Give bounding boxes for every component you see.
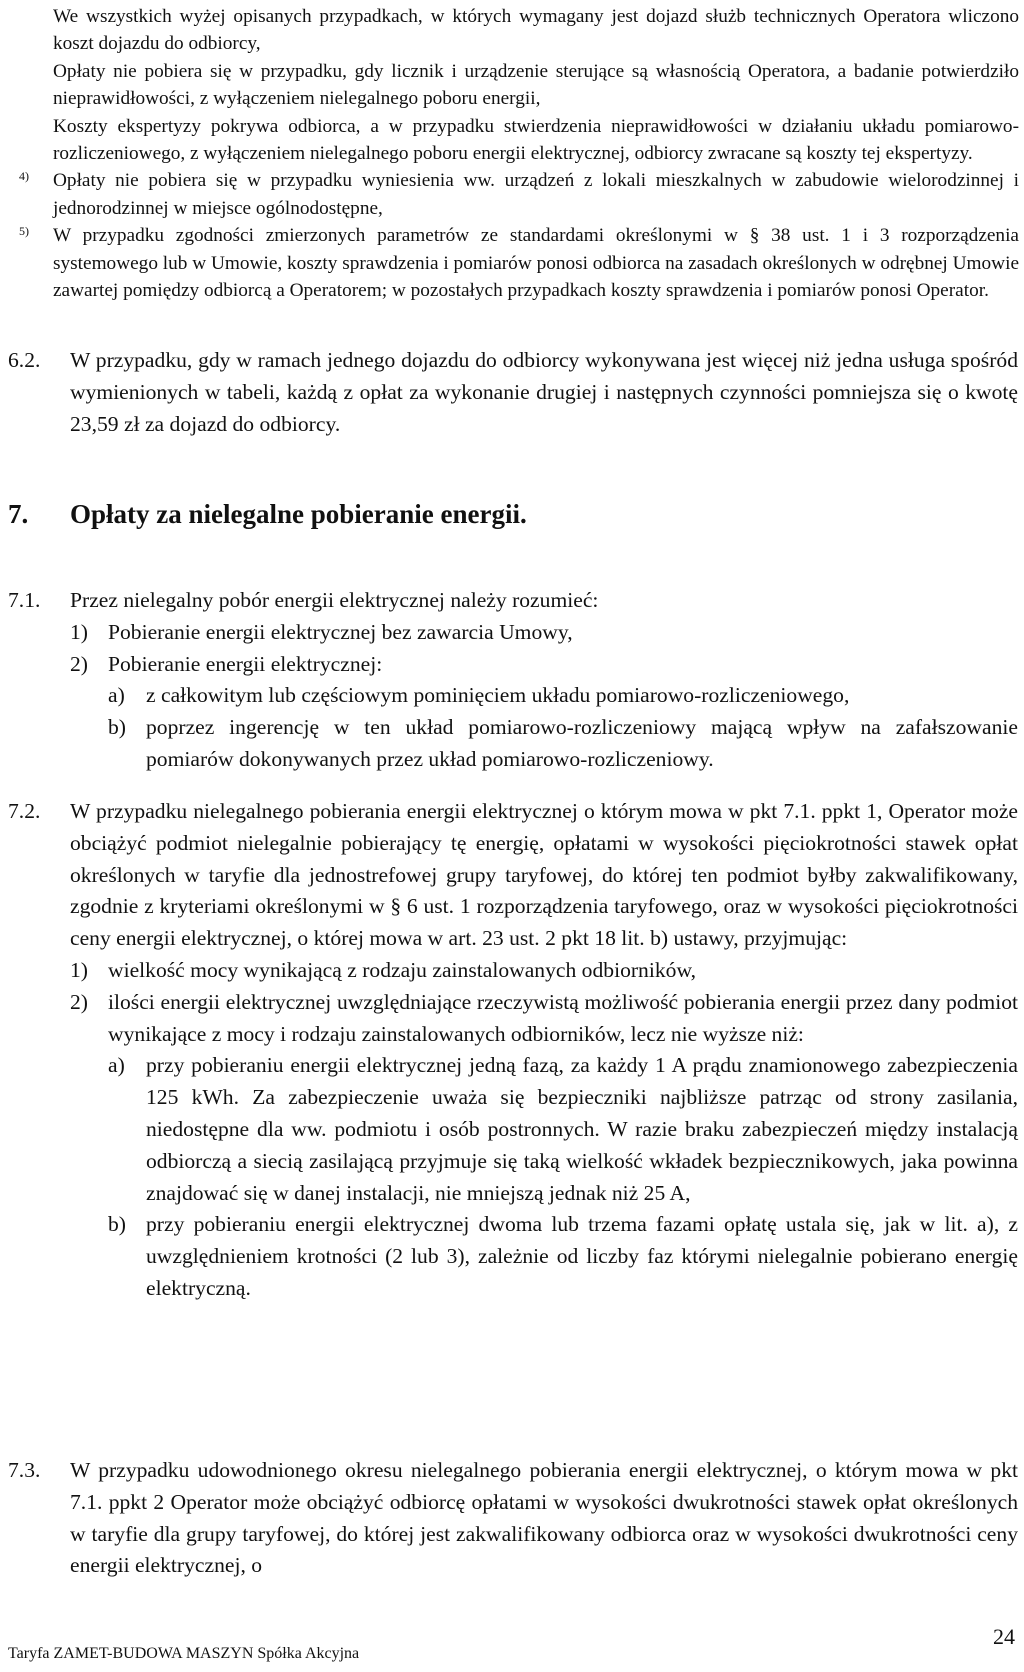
footnote-marker: 4) — [19, 169, 29, 184]
section-number: 7. — [8, 499, 29, 529]
clause-number: 7.2. — [8, 799, 41, 823]
sub-list-item: a) przy pobieraniu energii elektrycznej jedną fazą, za każdy 1 A prądu znamionowego zabezpieczenia 125 kWh. Za zabezpieczenie uważa się bezpieczniki najbliższe patrząc od strony zasilania, niedostępne dla ww. podmiotu i osób postronnych. W razie braku zabezpieczeń między instalacją odbiorczą a siecią zasilającą przyjmuje się taką wielkość wkładek bezpiecznikowych, jaka powinna znajdować się w danej instalacji, nie mniejszą jednak niż 25 A, — [108, 1053, 1018, 1205]
footnote: We wszystkich wyżej opisanych przypadkach, w których wymagany jest dojazd służb technicznych Operatora wliczono koszt dojazdu do odbiorcy, — [53, 6, 1019, 55]
clause-6-2 — [8, 345, 1018, 440]
clause-intro: Przez nielegalny pobór energii elektrycznej należy rozumieć: — [70, 588, 599, 612]
section-title: Opłaty za nielegalne pobieranie energii. — [70, 499, 527, 529]
page-number: 24 — [993, 1624, 1015, 1649]
list-item: 2) Pobieranie energii elektrycznej: a) z całkowitym lub częściowym pominięciem układu pomiarowo-rozliczeniowego, b) poprzez ingerencję w ten układ pomiarowo-rozliczeniowy mającą wpływ na zafałszowanie pomiarów dokonywanych przez układ pomiarowo-rozliczeniowy. — [70, 649, 1018, 776]
footnotes-block — [19, 3, 1019, 304]
clause-text: W przypadku udowodnionego okresu nielegalnego pobierania energii elektrycznej, o którym mowa w pkt 7.1. ppkt 2 Operator może obciążyć odbiorcę opłatami w wysokości dwukrotności stawek opłat określonych w taryfie dla grupy taryfowej, do której jest zakwalifikowany odbiorca oraz w wysokości dwukrotności ceny energii elektrycznej, o — [70, 1458, 1018, 1578]
footnote: Koszty ekspertyzy pokrywa odbiorca, a w przypadku stwierdzenia nieprawidłowości w działaniu układu pomiarowo-rozliczeniowego, z wyłączeniem nielegalnego poboru energii elektrycznej, odbiorcy zwracane są koszty tej ekspertyzy. — [53, 115, 1019, 165]
footnote-4: 4) Opłaty nie pobiera się w przypadku wyniesienia ww. urządzeń z lokali mieszkalnych w zabudowie wielorodzinnej i jednorodzinnej w miejsce ogólnodostępne, — [53, 167, 1019, 222]
clause-7-3 — [8, 1455, 1018, 1582]
footnote-marker: 5) — [19, 224, 29, 239]
sub-list-item: b) poprzez ingerencję w ten układ pomiarowo-rozliczeniowy mającą wpływ na zafałszowanie pomiarów dokonywanych przez układ pomiarowo-rozliczeniowy. — [108, 715, 1018, 771]
sub-list-item: a) z całkowitym lub częściowym pominięciem układu pomiarowo-rozliczeniowego, — [108, 683, 850, 708]
clause-7-1 — [8, 585, 1018, 776]
clause-intro: W przypadku nielegalnego pobierania energii elektrycznej o którym mowa w pkt 7.1. ppkt 1, Operator może obciążyć podmiot nielegalnie pobierający tę energię, opłatami w wysokości pięciokrotności stawek opłat określonych w taryfie dla jednostrefowej grupy taryfowej, do której ten podmiot byłby zakwalifikowany, zgodnie z kryteriami określonymi w § 6 ust. 1 rozporządzenia taryfowego, oraz w wysokości pięciokrotności ceny energii elektrycznej, o której mowa w art. 23 ust. 2 pkt 18 lit. b) ustawy, przyjmując: — [70, 799, 1018, 951]
footnote: Opłaty nie pobiera się w przypadku, gdy licznik i urządzenie sterujące są własnością Operatora, a badanie potwierdziło nieprawidłowości, z wyłączeniem nielegalnego poboru energii, — [53, 60, 1019, 110]
sub-list-item: b) przy pobieraniu energii elektrycznej dwoma lub trzema fazami opłatę ustala się, jak w lit. a), z uwzględnieniem krotności (2 lub 3), zależnie od liczby faz którymi nielegalnie pobierano energię elektryczną. — [108, 1212, 1018, 1300]
clause-number: 7.3. — [8, 1458, 41, 1482]
list-item: 2) ilości energii elektrycznej uwzględniające rzeczywistą możliwość pobierania energii przez dany podmiot wynikające z mocy i rodzaju zainstalowanych odbiorników, lecz nie wyższe niż: a) przy pobieraniu energii elektrycznej jedną fazą, za każdy 1 A prądu znamionowego zabezpieczenia 125 kWh. Za zabezpieczenie uważa się bezpieczniki najbliższe patrząc od strony zasilania, niedostępne dla ww. podmiotu i osób postronnych. W razie braku zabezpieczeń między instalacją odbiorczą a siecią zasilającą przyjmuje się taką wielkość wkładek bezpiecznikowych, jaka powinna znajdować się w danej instalacji, nie mniejszą jednak niż 25 A, b) przy pobieraniu energii elektrycznej dwoma lub trzema fazami opłatę ustala się, jak w lit. a), z uwzględnieniem krotności (2 lub 3), zależnie od liczby faz którymi nielegalnie pobierano energię elektryczną. — [70, 987, 1018, 1305]
clause-7-2 — [8, 796, 1018, 1305]
clause-number: 6.2. — [8, 348, 41, 372]
footer-text: Taryfa ZAMET-BUDOWA MASZYN Spółka Akcyjna — [8, 1645, 360, 1662]
list-item: 1) wielkość mocy wynikającą z rodzaju zainstalowanych odbiorników, — [70, 957, 697, 982]
clause-text: W przypadku, gdy w ramach jednego dojazdu do odbiorcy wykonywana jest więcej niż jedna usługa spośród wymienionych w tabeli, każdą z opłat za wykonanie drugiej i następnych czynności pomniejsza się o kwotę 23,59 zł za dojazd do odbiorcy. — [70, 348, 1018, 436]
list-item: 1) Pobieranie energii elektrycznej bez zawarcia Umowy, — [70, 619, 573, 644]
footnote-5: 5) W przypadku zgodności zmierzonych parametrów ze standardami określonymi w § 38 ust. 1 i 3 rozporządzenia systemowego lub w Umowie, koszty sprawdzenia i pomiarów ponosi odbiorca na zasadach określonych w odrębnej Umowie zawartej pomiędzy odbiorcą a Operatorem; w pozostałych przypadkach koszty sprawdzenia i pomiarów ponosi Operator. — [53, 222, 1019, 304]
clause-number: 7.1. — [8, 588, 41, 612]
